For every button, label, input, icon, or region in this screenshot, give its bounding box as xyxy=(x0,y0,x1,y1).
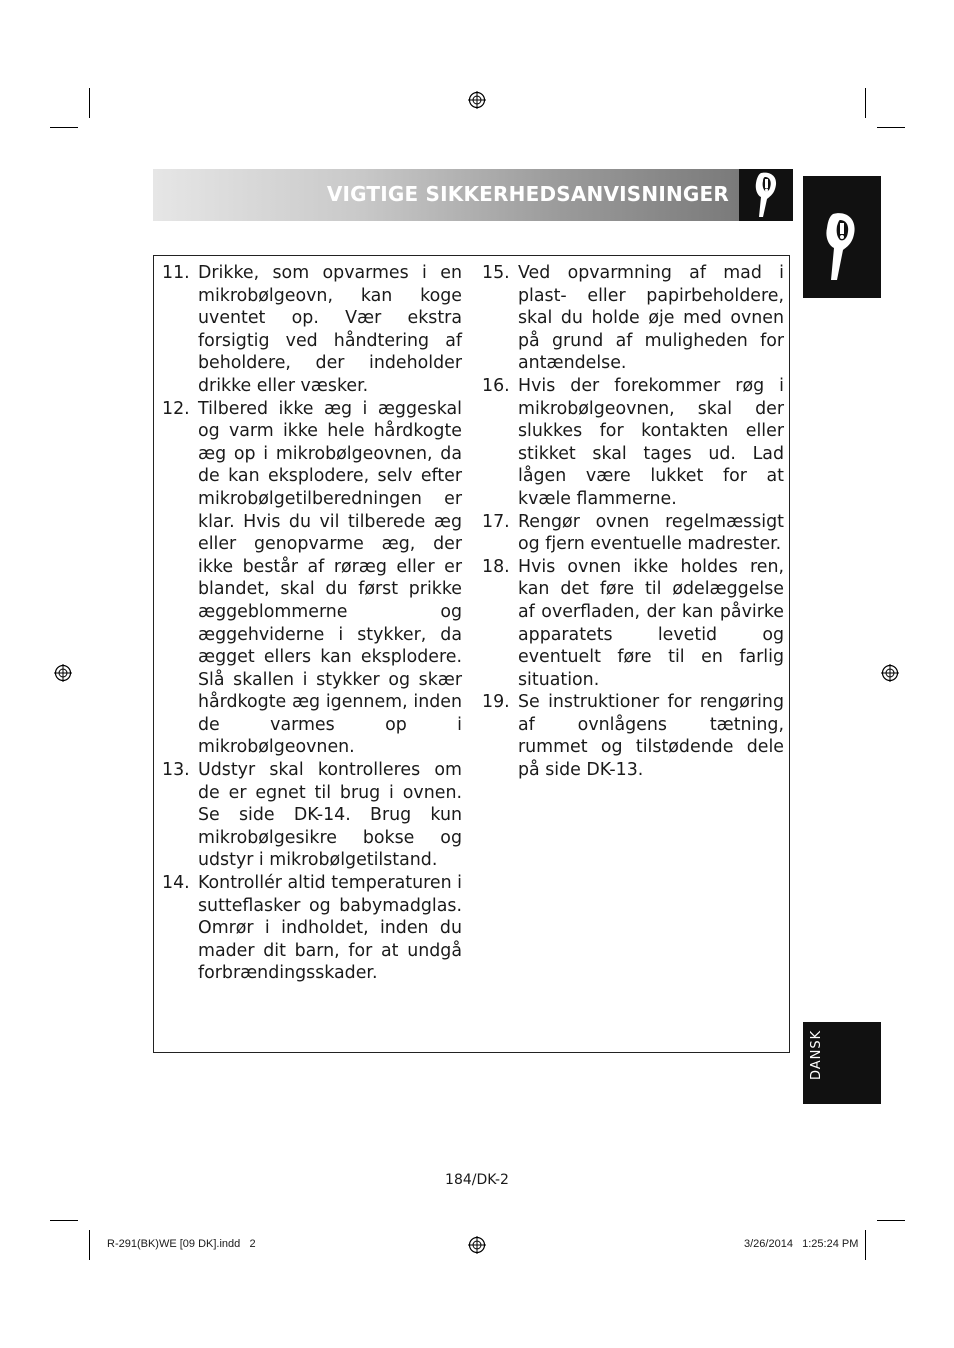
item-number: 17. xyxy=(482,511,510,532)
side-tab-icon xyxy=(803,176,881,298)
item-number: 19. xyxy=(482,692,510,713)
item-number: 16. xyxy=(482,375,510,396)
item-text: Rengør ovnen regelmæssigt og fjern eventuelle madrester. xyxy=(518,511,784,555)
item-text: Hvis der forekommer røg i mikrobølgeovnen, skal der slukkes for kontakten eller stikket skal tages ud. Lad lågen være lukket for at kvæle flammerne. xyxy=(518,375,784,509)
item-text: Drikke, som opvarmes i en mikrobølgeovn, kan koge uventet op. Vær ekstra forsigtig ved håndtering af beholdere, der indeholder drikke eller væsker. xyxy=(198,263,462,396)
right-column xyxy=(482,262,784,782)
crop-mark xyxy=(89,1230,90,1260)
list-item xyxy=(482,511,784,556)
item-number: 11. xyxy=(162,263,190,283)
list-item xyxy=(162,872,462,985)
item-text: Se instruktioner for rengøring af ovnlågens tætning, rummet og tilstødende dele på side DK-13. xyxy=(518,692,784,781)
language-label: DANSK xyxy=(809,1029,824,1080)
list-item xyxy=(482,556,784,692)
section-header xyxy=(153,169,739,221)
crop-mark xyxy=(50,127,78,128)
content-box xyxy=(153,255,790,1053)
item-text: Hvis ovnen ikke holdes ren, kan det føre til ødelæggelse af overfladen, der kan påvirke apparatets levetid og eventuelt føre til en farlig situation. xyxy=(518,556,784,690)
list-item xyxy=(162,398,462,760)
list-item xyxy=(482,262,784,375)
crop-mark xyxy=(865,1230,866,1260)
registration-mark-icon xyxy=(468,91,486,109)
crop-mark xyxy=(89,88,90,118)
item-number: 12. xyxy=(162,398,190,419)
list-item xyxy=(482,375,784,511)
item-text: Tilbered ikke æg i æggeskal og varm ikke hele hårdkogte æg op i mikrobølgeovnen, da de kan eksplodere, selv efter mikrobølgetilberedningen er klar. Hvis du vil tilberede æg eller genopvarme æg, der ikke består af røræg eller er blandet, skal du først prikke æggeblommerne og æggehviderne i stykker, da ægget ellers kan eksplodere. Slå skallen i stykker og skær hårdkogte æg igennem, inden de varmes op i mikrobølgeovnen. xyxy=(198,398,462,758)
left-column xyxy=(162,262,462,985)
date-info: 3/26/2014 1:25:24 PM xyxy=(744,1238,859,1250)
list-item xyxy=(162,262,462,398)
section-title: VIGTIGE SIKKERHEDSANVISNINGER xyxy=(326,182,729,206)
registration-mark-icon xyxy=(468,1236,486,1254)
item-number: 14. xyxy=(162,873,190,894)
item-number: 18. xyxy=(482,556,510,577)
exclamation-icon xyxy=(803,176,881,298)
file-info: R-291(BK)WE [09 DK].indd 2 xyxy=(107,1238,256,1250)
registration-mark-icon xyxy=(54,664,72,682)
language-tab xyxy=(803,1022,881,1104)
list-item xyxy=(482,691,784,781)
page-number: 184/DK-2 xyxy=(445,1172,509,1188)
crop-mark xyxy=(877,1220,905,1221)
crop-mark xyxy=(877,127,905,128)
crop-mark xyxy=(865,88,866,118)
registration-mark-icon xyxy=(881,664,899,682)
exclamation-icon xyxy=(739,169,793,221)
list-item xyxy=(162,759,462,872)
item-text: Udstyr skal kontrolleres om de er egnet til brug i ovnen. Se side DK-14. Brug kun mikrobølgesikre bokse og udstyr i mikrobølgetilstand. xyxy=(198,760,462,871)
item-number: 15. xyxy=(482,263,510,283)
crop-mark xyxy=(50,1220,78,1221)
item-number: 13. xyxy=(162,760,190,781)
item-text: Ved opvarmning af mad i plast- eller papirbeholdere, skal du holde øje med ovnen på grund af muligheden for antændelse. xyxy=(518,263,784,374)
item-text: Kontrollér altid temperaturen i sutteflasker og babymadglas. Omrør i indholdet, inden du mader dit barn, for at undgå forbrændingsskader. xyxy=(198,873,462,984)
